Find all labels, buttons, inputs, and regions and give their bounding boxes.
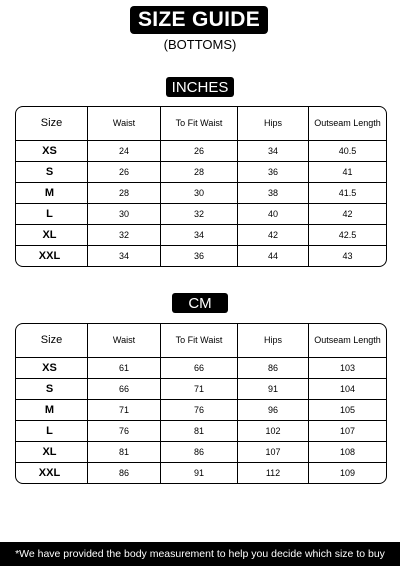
size-label: XXL: [38, 467, 61, 479]
hips-cell: 112: [238, 463, 309, 483]
size-label: XL: [42, 229, 57, 241]
waist-cell: 61: [88, 358, 161, 379]
to-fit-waist-cell: 91: [161, 463, 238, 483]
waist-cell: 86: [88, 463, 161, 483]
to-fit-waist-cell: 30: [161, 183, 238, 204]
to-fit-waist-cell: 28: [161, 162, 238, 183]
to-fit-waist-cell: 66: [161, 358, 238, 379]
cm-section-label: CM: [172, 293, 228, 313]
size-label: XS: [42, 362, 57, 374]
outseam-cell: 41.5: [309, 183, 386, 204]
hips-cell: 38: [238, 183, 309, 204]
table-row: [16, 442, 386, 463]
waist-cell: 28: [88, 183, 161, 204]
size-label: XXL: [38, 250, 61, 262]
size-cell: [16, 379, 88, 400]
hips-cell: 40: [238, 204, 309, 225]
table-header-row: [16, 107, 386, 141]
hips-cell: 102: [238, 421, 309, 442]
hips-cell: 34: [238, 141, 309, 162]
size-cell: [16, 246, 88, 266]
table-row: [16, 246, 386, 266]
outseam-cell: 43: [342, 251, 353, 261]
size-label: XL: [42, 446, 57, 458]
to-fit-waist-cell: 26: [161, 141, 238, 162]
table-row: [16, 225, 386, 246]
size-label: XS: [42, 145, 57, 157]
size-cell: [16, 358, 88, 379]
hips-cell: 96: [238, 400, 309, 421]
table-row: [16, 183, 386, 204]
size-cell: [16, 162, 88, 183]
to-fit-waist-cell: 71: [161, 379, 238, 400]
waist-cell: 76: [88, 421, 161, 442]
to-fit-waist-cell: 32: [161, 204, 238, 225]
page-title: SIZE GUIDE: [130, 6, 268, 34]
hips-cell: 91: [238, 379, 309, 400]
header-hips: Hips: [238, 107, 309, 141]
cm-size-table: [15, 323, 387, 484]
waist-cell: 71: [88, 400, 161, 421]
header-outseam-length: Outseam Length: [309, 107, 386, 141]
outseam-cell: 105: [309, 400, 386, 421]
outseam-cell: 103: [309, 358, 386, 379]
size-cell: [16, 225, 88, 246]
table-row: [16, 463, 386, 483]
size-label: M: [44, 404, 55, 416]
waist-cell: 34: [88, 246, 161, 266]
waist-cell: 66: [88, 379, 161, 400]
table-row: [16, 358, 386, 379]
to-fit-waist-cell: 86: [161, 442, 238, 463]
hips-cell: 36: [238, 162, 309, 183]
to-fit-waist-cell: 81: [161, 421, 238, 442]
outseam-cell: 108: [309, 442, 386, 463]
size-cell: [16, 421, 88, 442]
waist-cell: 24: [88, 141, 161, 162]
outseam-cell: 41: [309, 162, 386, 183]
waist-cell: 32: [88, 225, 161, 246]
hips-cell: 44: [238, 246, 309, 266]
outseam-cell: 42.5: [309, 225, 386, 246]
hips-cell: 107: [238, 442, 309, 463]
size-cell: [16, 442, 88, 463]
table-row: [16, 162, 386, 183]
header-size: Size: [16, 107, 88, 141]
hips-cell: 86: [238, 358, 309, 379]
measurement-footnote: *We have provided the body measurement to help you decide which size to buy: [0, 542, 400, 566]
size-cell: [16, 141, 88, 162]
table-row: [16, 141, 386, 162]
header-to-fit-waist: To Fit Waist: [161, 324, 238, 358]
size-cell: [16, 400, 88, 421]
hips-cell: 42: [238, 225, 309, 246]
to-fit-waist-cell: 34: [161, 225, 238, 246]
table-row: [16, 204, 386, 225]
size-label: S: [45, 166, 54, 178]
waist-cell: 30: [88, 204, 161, 225]
inches-size-table: [15, 106, 387, 267]
size-cell: [16, 183, 88, 204]
header-outseam-length: Outseam Length: [309, 324, 386, 358]
header-waist: Waist: [88, 324, 161, 358]
size-label: L: [46, 425, 53, 437]
header-hips: Hips: [238, 324, 309, 358]
header-waist: Waist: [88, 107, 161, 141]
to-fit-waist-cell: 76: [161, 400, 238, 421]
waist-cell: 81: [88, 442, 161, 463]
size-cell: [16, 204, 88, 225]
table-row: [16, 379, 386, 400]
outseam-cell: 40.5: [309, 141, 386, 162]
table-header-row: [16, 324, 386, 358]
size-label: S: [45, 383, 54, 395]
header-size: Size: [16, 324, 88, 358]
header-to-fit-waist: To Fit Waist: [161, 107, 238, 141]
to-fit-waist-cell: 36: [161, 246, 238, 266]
size-label: M: [44, 187, 55, 199]
outseam-cell: 109: [339, 468, 356, 478]
outseam-cell: 104: [309, 379, 386, 400]
outseam-cell: 42: [309, 204, 386, 225]
table-row: [16, 400, 386, 421]
table-row: [16, 421, 386, 442]
outseam-cell: 107: [309, 421, 386, 442]
waist-cell: 26: [88, 162, 161, 183]
size-cell: [16, 463, 88, 483]
page-subtitle: (BOTTOMS): [163, 37, 237, 52]
inches-section-label: INCHES: [166, 77, 234, 97]
size-label: L: [46, 208, 53, 220]
